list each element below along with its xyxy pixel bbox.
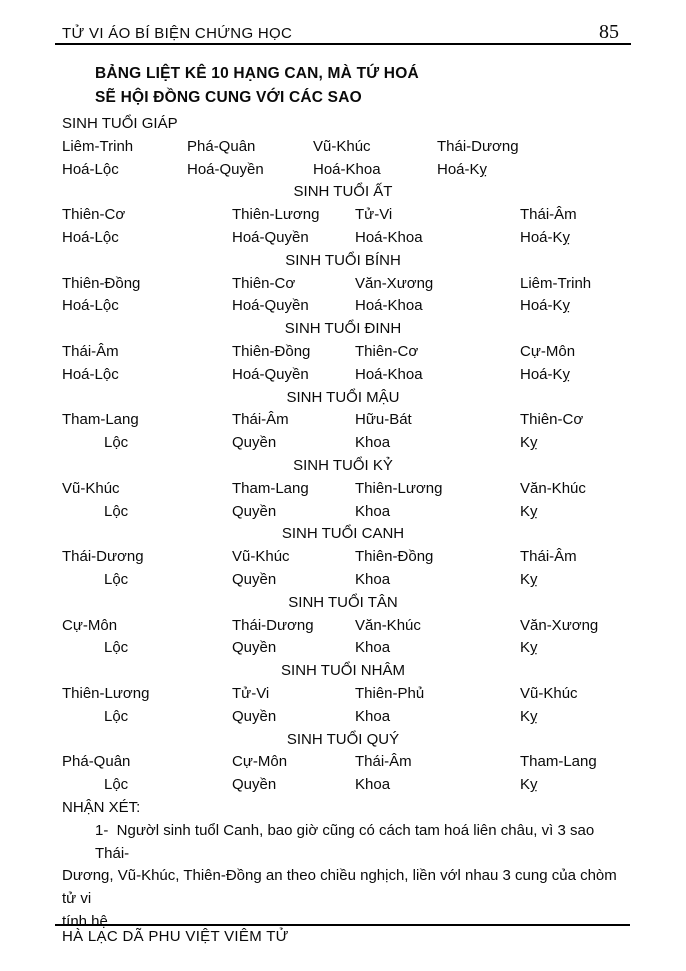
star-name: Thái-Dương xyxy=(437,137,519,155)
hoa-row xyxy=(62,159,624,182)
hoa-label: Hoá-Quyền xyxy=(232,365,309,383)
star-name: Tử-Vi xyxy=(355,206,393,224)
star-name: Cự-Môn xyxy=(62,616,118,634)
star-name: Thiên-Đồng xyxy=(355,548,434,566)
hoa-label: Lộc xyxy=(104,502,129,520)
star-name: Thái-Dương xyxy=(232,616,314,634)
star-name: Vũ-Khúc xyxy=(232,548,290,566)
star-name: Thiên-Cơ xyxy=(62,206,126,224)
star-name: Vũ-Khúc xyxy=(520,684,578,702)
hoa-label: Quyền xyxy=(232,707,277,725)
star-row xyxy=(62,478,624,501)
hoa-label: Khoa xyxy=(355,707,391,725)
hoa-label: Quyền xyxy=(232,434,277,452)
section-header: SINH TUỔI GIÁP xyxy=(62,115,178,132)
star-name: Thiên-Cơ xyxy=(232,274,296,292)
page-body xyxy=(62,113,624,934)
star-name: Thái-Âm xyxy=(520,548,577,566)
section-header: SINH TUỔI ĐINH xyxy=(284,320,402,338)
hoa-label: Hoá-Quyền xyxy=(232,228,309,246)
star-name: Vũ-Khúc xyxy=(313,137,371,155)
main-title-line-2: SẼ HỘI ĐỒNG CUNG VỚI CÁC SAO xyxy=(95,89,362,106)
hoa-row xyxy=(62,706,624,729)
hoa-label: Hoá-Khoa xyxy=(355,297,423,315)
hoa-label: Hoá-Kỵ xyxy=(520,297,571,315)
star-name: Tham-Lang xyxy=(62,411,139,429)
hoa-table xyxy=(62,113,624,797)
star-name: Phá-Quân xyxy=(62,753,131,771)
star-row xyxy=(62,615,624,638)
section-header: SINH TUỔI BÍNH xyxy=(285,251,401,269)
star-name: Thái-Âm xyxy=(355,753,412,771)
hoa-label: Lộc xyxy=(104,776,129,794)
page-header xyxy=(55,0,631,45)
hoa-label: Hoá-Kỵ xyxy=(520,228,571,246)
hoa-row xyxy=(62,501,624,524)
hoa-label: Hoá-Lộc xyxy=(62,365,119,383)
hoa-label: Hoá-Khoa xyxy=(355,228,423,246)
star-row xyxy=(62,751,624,774)
star-name: Thái-Âm xyxy=(520,206,577,224)
hoa-label: Quyền xyxy=(232,570,277,588)
star-name: Thiên-Phủ xyxy=(355,684,425,702)
hoa-label: Khoa xyxy=(355,570,391,588)
hoa-label: Khoa xyxy=(355,502,391,520)
star-row xyxy=(62,341,624,364)
hoa-label: Khoa xyxy=(355,776,391,794)
star-name: Thiên-Cơ xyxy=(520,411,584,429)
section-header: SINH TUỔI CANH xyxy=(281,525,405,543)
footer-text: HÀ LẠC DÃ PHU VIỆT VIÊM TỬ xyxy=(62,928,289,945)
star-row xyxy=(62,409,624,432)
hoa-row xyxy=(62,364,624,387)
star-name: Thái-Âm xyxy=(232,411,289,429)
star-row xyxy=(62,273,624,296)
hoa-label: Lộc xyxy=(104,639,129,657)
hoa-label: Khoa xyxy=(355,639,391,657)
hoa-label: Kỵ xyxy=(520,570,538,588)
star-name: Tham-Lang xyxy=(232,479,309,497)
main-title-line-1: BẢNG LIỆT KÊ 10 HẠNG CAN, MÀ TỨ HOÁ xyxy=(95,65,419,82)
hoa-label: Quyền xyxy=(232,776,277,794)
star-name: Thiên-Lương xyxy=(62,684,150,702)
star-name: Vũ-Khúc xyxy=(62,479,120,497)
hoa-label: Hoá-Lộc xyxy=(62,228,119,246)
hoa-label: Kỵ xyxy=(520,776,538,794)
star-name: Hữu-Bát xyxy=(355,411,412,429)
hoa-label: Hoá-Lộc xyxy=(62,160,119,178)
hoa-label: Kỵ xyxy=(520,434,538,452)
page-footer xyxy=(55,924,630,945)
note-line: 1- Ngườl sinh tuổl Canh, bao giờ cũng có cách tam hoá liên châu, vì 3 sao Thái- xyxy=(95,821,599,862)
star-name: Thiên-Cơ xyxy=(355,342,419,360)
notes-heading: NHẬN XÉT: xyxy=(62,798,141,816)
hoa-label: Hoá-Khoa xyxy=(313,160,381,178)
star-row xyxy=(62,136,624,159)
hoa-label: Hoá-Khoa xyxy=(355,365,423,383)
page-number: 85 xyxy=(599,21,619,43)
star-row xyxy=(62,683,624,706)
section-header: SINH TUỔI NHÂM xyxy=(281,662,405,680)
star-name: Thái-Âm xyxy=(62,342,119,360)
section-header: SINH TUỔI QUÝ xyxy=(286,730,400,748)
star-name: Liêm-Trinh xyxy=(62,137,134,155)
hoa-label: Hoá-Quyền xyxy=(187,160,264,178)
note-line: tính hệ . xyxy=(62,912,117,930)
hoa-label: Hoá-Lộc xyxy=(62,297,119,315)
section-header: SINH TUỔI ẤT xyxy=(293,183,393,201)
star-name: Văn-Xương xyxy=(355,274,434,292)
star-name: Văn-Xương xyxy=(520,616,599,634)
main-title xyxy=(95,62,686,110)
star-name: Tham-Lang xyxy=(520,753,597,771)
hoa-row xyxy=(62,774,624,797)
hoa-row xyxy=(62,432,624,455)
hoa-label: Lộc xyxy=(104,570,129,588)
hoa-row xyxy=(62,637,624,660)
star-name: Văn-Khúc xyxy=(520,479,586,497)
hoa-label: Khoa xyxy=(355,434,391,452)
star-name: Thái-Dương xyxy=(62,548,144,566)
book-title: TỬ VI ÁO BÍ BIỆN CHỨNG HỌC xyxy=(62,25,293,42)
star-name: Thiên-Đồng xyxy=(62,274,141,292)
star-name: Thiên-Lương xyxy=(232,206,320,224)
hoa-label: Lộc xyxy=(104,707,129,725)
star-row xyxy=(62,546,624,569)
hoa-row xyxy=(62,295,624,318)
star-row xyxy=(62,204,624,227)
star-name: Thiên-Đồng xyxy=(232,342,311,360)
section-header: SINH TUỔI KỶ xyxy=(293,456,393,474)
star-name: Tử-Vi xyxy=(232,684,270,702)
hoa-label: Kỵ xyxy=(520,502,538,520)
hoa-label: Kỵ xyxy=(520,639,538,657)
hoa-label: Lộc xyxy=(104,434,129,452)
hoa-row xyxy=(62,569,624,592)
hoa-label: Hoá-Kỵ xyxy=(437,160,488,178)
star-name: Văn-Khúc xyxy=(355,616,421,634)
section-header: SINH TUỔI MẬU xyxy=(286,388,400,406)
hoa-label: Quyền xyxy=(232,639,277,657)
star-name: Thiên-Lương xyxy=(355,479,443,497)
hoa-label: Kỵ xyxy=(520,707,538,725)
hoa-label: Hoá-Quyền xyxy=(232,297,309,315)
star-name: Phá-Quân xyxy=(187,137,256,155)
hoa-label: Hoá-Kỵ xyxy=(520,365,571,383)
section-header: SINH TUỔI TÂN xyxy=(288,593,398,611)
note-line: Dương, Vũ-Khúc, Thiên-Đồng an theo chiều nghịch, liền vớl nhau 3 cung của chòm tử vi xyxy=(62,867,621,908)
star-name: Liêm-Trinh xyxy=(520,274,592,292)
hoa-label: Quyền xyxy=(232,502,277,520)
hoa-row xyxy=(62,227,624,250)
star-name: Cự-Môn xyxy=(520,342,576,360)
star-name: Cự-Môn xyxy=(232,753,288,771)
